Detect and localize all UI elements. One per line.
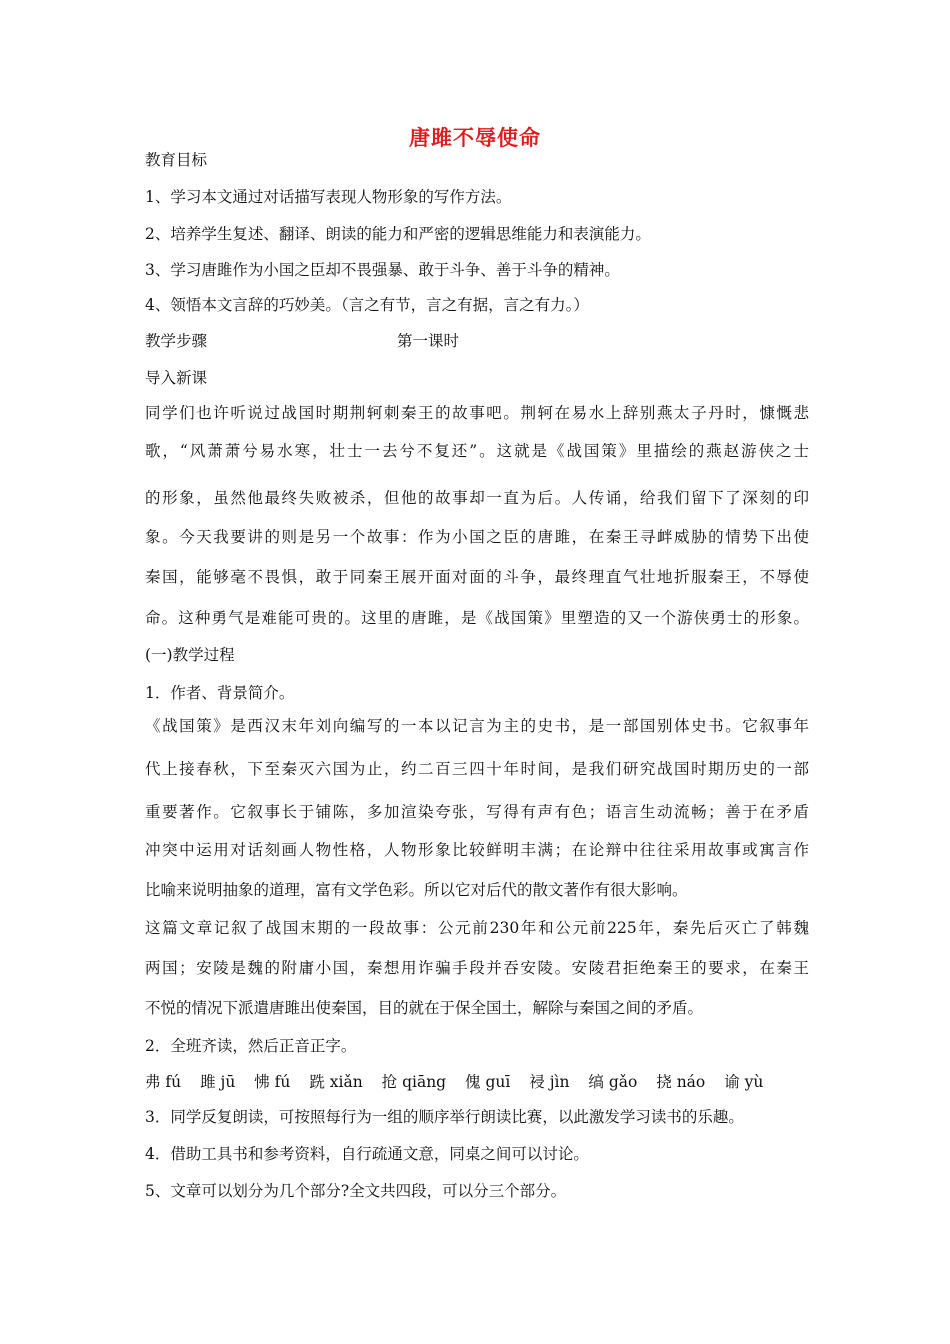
section-heading-goals: 教育目标: [145, 151, 208, 169]
intro-paragraph-line: 的形象，虽然他最终失败被杀，但他的故事却一直为后。人传诵，给我们留下了深刻的印: [145, 489, 809, 507]
process-item: 5、文章可以划分为几个部分?全文共四段，可以分三个部分。: [145, 1182, 567, 1200]
background-paragraph-line: 冲突中运用对话刻画人物性格，人物形象比较鲜明丰满；在论辩中往往采用故事或寓言作: [145, 841, 809, 859]
pinyin-item: 谕 yù: [724, 1073, 764, 1091]
process-item: 1．作者、背景简介。: [145, 684, 295, 702]
document-title: 唐雎不辱使命: [409, 126, 541, 150]
lesson-label: 第一课时: [397, 332, 460, 350]
pinyin-item: 跣 xiǎn: [309, 1073, 363, 1091]
pinyin-list: [145, 1075, 777, 1091]
pinyin-item: 祲 jìn: [529, 1073, 570, 1091]
background-paragraph-line: 重要著作。它叙事长于铺陈，多加渲染夸张，写得有声有色；语言生动流畅；善于在矛盾: [145, 803, 809, 821]
goal-item: 4、领悟本文言辞的巧妙美。（言之有节，言之有据，言之有力。）: [145, 296, 589, 314]
intro-paragraph-line: 命。这种勇气是难能可贵的。这里的唐雎，是《战国策》里塑造的又一个游侠勇士的形象。: [145, 609, 809, 627]
process-item: 4．借助工具书和参考资料，自行疏通文意，同桌之间可以讨论。: [145, 1145, 589, 1163]
process-heading: (一)教学过程: [145, 646, 235, 664]
intro-heading: 导入新课: [145, 369, 208, 387]
intro-paragraph-line: 同学们也许听说过战国时期荆轲刺秦王的故事吧。荆轲在易水上辞别燕太子丹时，慷慨悲: [145, 404, 809, 422]
process-item: 2．全班齐读，然后正音正字。: [145, 1037, 357, 1055]
intro-paragraph-line: 秦国，能够毫不畏惧，敢于同秦王展开面对面的斗争，最终理直气壮地折服秦王，不辱使: [145, 568, 809, 586]
pinyin-item: 雎 jū: [200, 1073, 236, 1091]
story-paragraph-line: 这篇文章记叙了战国末期的一段故事：公元前230年和公元前225年，秦先后灭亡了韩魏: [145, 919, 809, 937]
background-paragraph-line: 代上接春秋，下至秦灭六国为止，约二百三四十年时间，是我们研究战国时期历史的一部: [145, 760, 809, 778]
goal-item: 2、培养学生复述、翻译、朗读的能力和严密的逻辑思维能力和表演能力。: [145, 225, 651, 243]
pinyin-item: 弗 fú: [145, 1073, 182, 1091]
pinyin-item: 缟 gǎo: [588, 1073, 638, 1091]
goal-item: 1、学习本文通过对话描写表现人物形象的写作方法。: [145, 188, 512, 206]
background-paragraph-line: 比喻来说明抽象的道理，富有文学色彩。所以它对后代的散文著作有很大影响。: [145, 881, 688, 899]
process-item: 3．同学反复朗读，可按照每行为一组的顺序举行朗读比赛，以此激发学习读书的乐趣。: [145, 1108, 744, 1126]
pinyin-item: 抢 qiāng: [381, 1073, 447, 1091]
pinyin-item: 傀 guī: [465, 1073, 511, 1091]
pinyin-item: 挠 náo: [656, 1073, 706, 1091]
intro-paragraph-line: 歌，“风萧萧兮易水寒，壮士一去兮不复还”。这就是《战国策》里描绘的燕赵游侠之士: [145, 442, 809, 460]
story-paragraph-line: 两国；安陵是魏的附庸小国，秦想用诈骗手段并吞安陵。安陵君拒绝秦王的要求，在秦王: [145, 959, 809, 977]
pinyin-item: 怫 fú: [254, 1073, 291, 1091]
story-paragraph-line: 不悦的情况下派遣唐雎出使秦国，目的就在于保全国土，解除与秦国之间的矛盾。: [145, 999, 704, 1017]
background-paragraph-line: 《战国策》是西汉末年刘向编写的一本以记言为主的史书，是一部国别体史书。它叙事年: [145, 717, 809, 735]
steps-label: 教学步骤: [145, 332, 208, 350]
intro-paragraph-line: 象。今天我要讲的则是另一个故事：作为小国之臣的唐雎，在秦王寻衅威胁的情势下出使: [145, 528, 809, 546]
goal-item: 3、学习唐雎作为小国之臣却不畏强暴、敢于斗争、善于斗争的精神。: [145, 261, 620, 279]
